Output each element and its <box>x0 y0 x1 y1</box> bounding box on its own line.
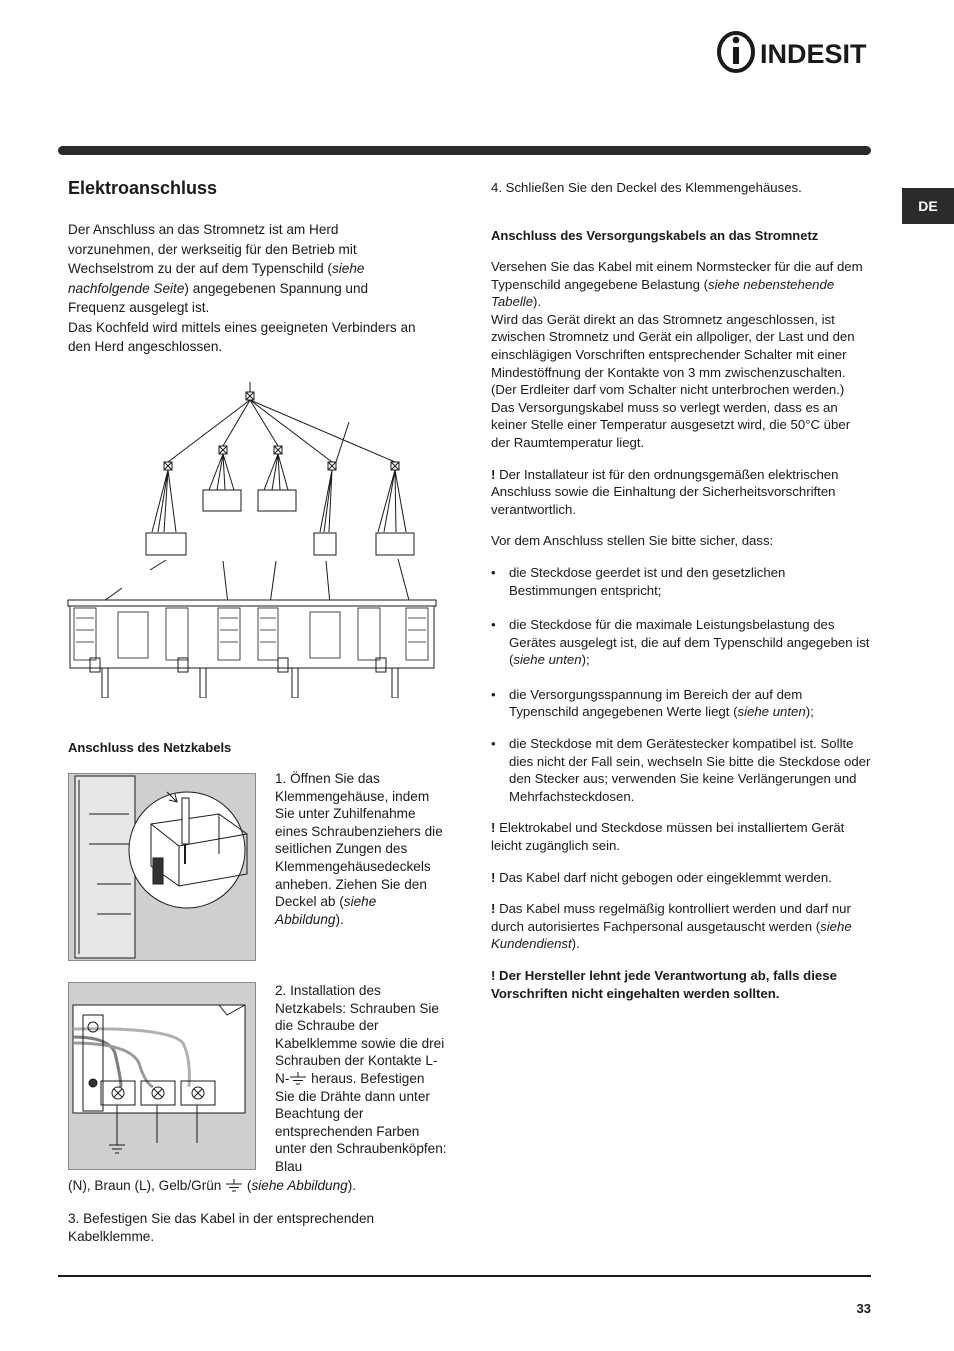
right-body: Versehen Sie das Kabel mit einem Normstecker für die auf dem Typenschild angegebene Belastung (siehe nebenstehende Tabelle). Wird das Gerät direkt an das Stromnetz angeschlossen, ist zwischen Stromnetz und Gerät ein allpoliger, der Last und den einschlägigen Vorschriften entsprechender Schalter mit einer Mindestöffnung der Kontakte von 3 mm zwischenzuschalten. (Der Erdleiter darf vom Schalter nicht unterbrochen werden.) Das Versorgungskabel muss so verlegt werden, dass es an keiner Stelle einer Temperatur ausgesetzt wird, die 50°C über der Raumtemperatur liegt. ! Der Installateur ist für den ordnungsgemäßen elektrischen Anschluss sowie die Einhaltung der Sicherheitsvorschriften verantwortlich. Vor dem Anschluss stellen Sie bitte sicher, dass: • die Steckdose geerdet ist und den gesetzlichen Bestimmungen entspricht; • die Steckdose für die maximale Leistungsbelastung des Gerätes ausgelegt ist, die auf dem Typenschild angegeben ist (siehe unten); • die Versorgungsspannung im Bereich der auf dem Typenschild angegebenen Werte liegt (siehe unten); • die Steckdose mit dem Gerätestecker kompatibel ist. Sollte dies nicht der Fall sein, wechseln Sie bitte die Steckdose oder den Stecker aus; verwenden Sie keine Verlängerungen und Mehrfachsteckdosen. ! Elektrokabel und Steckdose müssen bei installiertem Gerät leicht zugänglich sein. ! Das Kabel darf nicht gebogen oder eingeklemmt werden. ! Das Kabel muss regelmäßig kontrolliert werden und darf nur durch autorisiertes Fachpersonal ausgetauscht werden (siehe Kundendienst). ! Der Hersteller lehnt jede Verantwortung ab, falls diese Vorschriften nicht eingehalten werden sollten. <box>491 258 871 1002</box>
ground-symbol-icon <box>289 1072 307 1085</box>
subtitle-mains: Anschluss des Versorgungskabels an das Stromnetz <box>491 228 819 243</box>
step-1-text: 1. Öffnen Sie das Klemmengehäuse, indem Sie unter Zuhilfenahme eines Schraubenziehers die seitlichen Zungen des Klemmengehäusedeckels anheben. Ziehen Sie den Deckel ab (siehe Abbildung). <box>275 771 443 927</box>
step-3-text: 3. Befestigen Sie das Kabel in der entsprechenden Kabelklemme. <box>68 1211 375 1244</box>
step-4-text: 4. Schließen Sie den Deckel des Klemmengehäuses. <box>491 180 802 195</box>
indesit-logo <box>716 30 876 76</box>
language-tab: DE <box>902 188 954 224</box>
footer-rule <box>58 1275 871 1277</box>
step-2-text: 2. Installation des Netzkabels: Schrauben Sie die Schraube der Kabelklemme sowie die drei Schrauben der Kontakte L-N- heraus. Befestigen Sie die Drähte dann unter Beachtung der entsprechenden Farben unter den Schraubenköpfen: Blau <box>275 983 447 1174</box>
list-item: • die Steckdose für die maximale Leistungsbelastung des Gerätes ausgelegt ist, die auf dem Typenschild angegeben ist (siehe unten); <box>491 616 871 669</box>
intro-text: Der Anschluss an das Stromnetz ist am Herd vorzunehmen, der werkseitig für den Betrieb mit Wechselstrom zu der auf dem Typenschild (siehe nachfolgende Seite) angegebenen Spannung und Frequenz ausgelegt ist. Das Kochfeld wird mittels eines geeigneten Verbinders an den Herd angeschlossen. <box>68 222 416 354</box>
checklist <box>491 564 871 806</box>
page-number: 33 <box>856 1301 871 1316</box>
section-title: Elektroanschluss <box>68 178 218 198</box>
subtitle-power-cable: Anschluss des Netzkabels <box>68 740 232 755</box>
terminal-box-figure <box>68 773 256 961</box>
ground-symbol-icon <box>225 1179 243 1192</box>
svg-text:INDESIT: INDESIT <box>760 39 867 69</box>
list-item: • die Versorgungsspannung im Bereich der auf dem Typenschild angegebenen Werte liegt (siehe unten); <box>491 686 871 721</box>
list-item: • die Steckdose geerdet ist und den gesetzlichen Bestimmungen entspricht; <box>491 564 871 599</box>
header-rule <box>58 146 871 155</box>
wiring-diagram <box>66 378 438 698</box>
step-2-text-cont: (N), Braun (L), Gelb/Grün (siehe Abbildung). <box>68 1178 357 1193</box>
list-item: • die Steckdose mit dem Gerätestecker kompatibel ist. Sollte dies nicht der Fall sein, wechseln Sie bitte die Steckdose oder den Stecker aus; verwenden Sie keine Verlängerungen und Mehrfachsteckdosen. <box>491 735 871 805</box>
cable-wiring-figure <box>68 982 256 1170</box>
